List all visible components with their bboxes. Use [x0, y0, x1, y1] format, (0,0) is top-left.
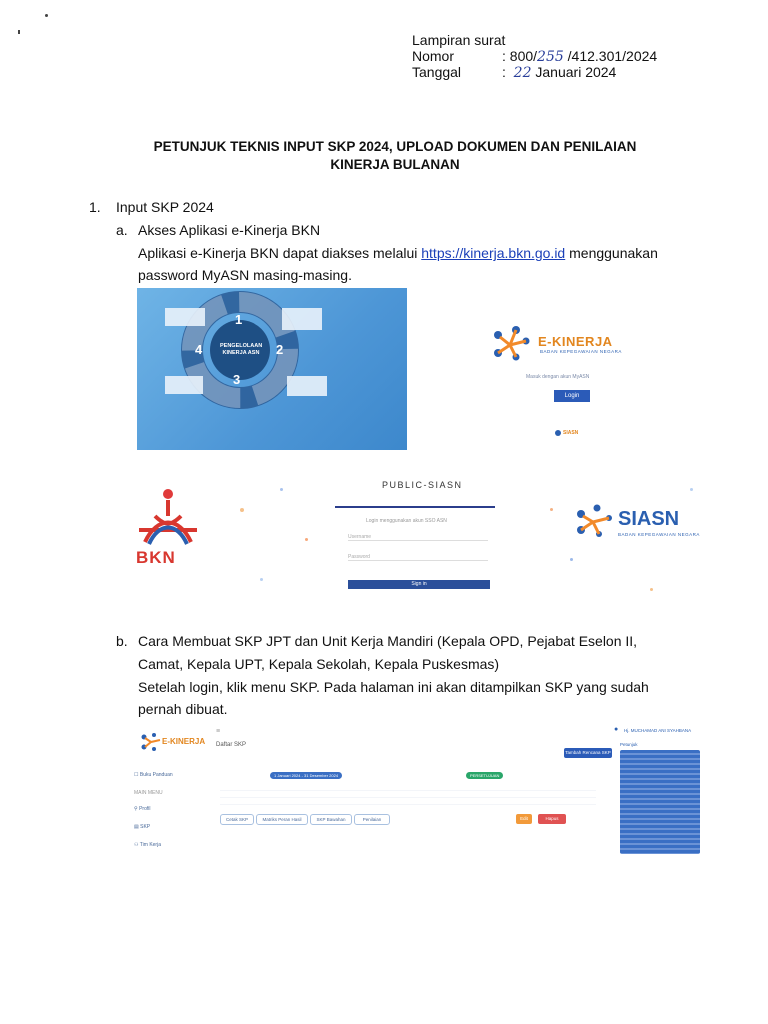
user-icon: ● — [614, 726, 619, 733]
cycle-center-2: KINERJA ASN — [222, 350, 260, 356]
sidebar-label: Tim Kerja — [139, 842, 161, 848]
penilaian-button[interactable]: Penilaian — [354, 814, 390, 825]
bkn-logo-icon — [135, 486, 201, 550]
sidebar-section-main: MAIN MENU — [134, 790, 163, 796]
item-a-text — [138, 244, 658, 262]
hapus-button[interactable]: Hapus — [538, 814, 566, 824]
cycle-step-4: 4 — [195, 342, 203, 357]
siasn-login-image — [130, 468, 710, 608]
matriks-button[interactable]: Matriks Peran Hasil — [256, 814, 308, 825]
tanggal-handwritten: 22 — [513, 65, 532, 81]
siasn-divider — [335, 506, 495, 508]
siasn-signin-button[interactable]: Sign in — [348, 580, 490, 589]
item-a-heading: Akses Aplikasi e-Kinerja BKN — [138, 222, 321, 238]
item-a-text-1: Aplikasi e-Kinerja BKN dapat diakses melalui — [138, 245, 422, 261]
skp-bawahan-button[interactable]: SKP Bawahan — [310, 814, 352, 825]
nomor-row — [412, 48, 657, 65]
siasn-title: PUBLIC-SIASN — [382, 480, 463, 490]
daftar-skp-image — [128, 722, 704, 862]
siasn-brand: SIASN — [618, 508, 680, 530]
ekinerja-sub: BADAN KEPEGAWAIAN NEGARA — [540, 349, 622, 354]
ekinerja-brand: E-KINERJA — [538, 334, 613, 349]
tanggal-colon: : — [502, 64, 506, 80]
siasn-small-logo-icon — [555, 430, 561, 436]
cycle-step-1: 1 — [235, 312, 243, 327]
cycle-step-2: 2 — [276, 342, 284, 357]
skp-info-rows-right — [416, 784, 596, 810]
cycle-center-1: PENGELOLAAN — [220, 343, 263, 349]
section-heading: Input SKP 2024 — [116, 199, 214, 215]
title-line-1: PETUNJUK TEKNIS INPUT SKP 2024, UPLOAD DOKUMEN DAN PENILAIAN — [153, 139, 637, 154]
scan-mark — [45, 14, 48, 17]
sidebar-label: Profil — [139, 806, 151, 812]
item-b-line-1: Cara Membuat SKP JPT dan Unit Kerja Mandiri (Kepala OPD, Pejabat Eselon II, — [138, 633, 638, 649]
sidebar-label: SKP — [140, 824, 151, 830]
document-title — [100, 138, 690, 174]
ekinerja-hint: Masuk dengan akun MyASN — [526, 374, 590, 380]
skp-info-rows — [220, 784, 420, 810]
siasn-username-input[interactable]: Username — [348, 534, 488, 541]
add-skp-button[interactable]: Tambah Rencana SKP — [564, 748, 612, 758]
item-b-line-4: pernah dibuat. — [138, 701, 228, 717]
tanggal-row — [412, 64, 616, 81]
item-a-label: a. — [116, 222, 128, 238]
periode-badge: 1 Januari 2024 - 31 Desember 2024 — [270, 772, 342, 779]
menu-icon[interactable]: ≡ — [216, 728, 221, 735]
ekinerja-login-button[interactable]: Login — [554, 390, 590, 402]
nomor-handwritten: 255 — [537, 49, 564, 65]
bkn-text: BKN — [136, 548, 176, 567]
sidebar-item-skp[interactable]: ▤ SKP — [134, 824, 151, 830]
skp-note-panel — [620, 750, 700, 854]
ekinerja-login-image — [470, 300, 670, 460]
ekinerja-logo-icon — [490, 325, 534, 363]
kinerja-cycle-image — [137, 288, 407, 450]
sidebar-item-panduan[interactable]: ☐ Buku Panduan — [134, 772, 173, 778]
skp-brand: E-KINERJA — [162, 737, 206, 746]
skp-logo-icon — [140, 732, 164, 752]
scan-mark — [18, 30, 20, 34]
tanggal-label: Tanggal — [412, 64, 462, 80]
cycle-step-3: 3 — [233, 372, 241, 387]
kinerja-link[interactable]: https://kinerja.bkn.go.id — [421, 245, 566, 261]
nomor-label: Nomor — [412, 48, 455, 64]
sidebar-item-profil[interactable]: ⚲ Profil — [134, 806, 151, 812]
title-line-2: KINERJA BULANAN — [330, 157, 460, 172]
item-b-label: b. — [116, 633, 128, 649]
lampiran-label: Lampiran surat — [412, 32, 506, 48]
item-a-text-3: password MyASN masing-masing. — [138, 267, 352, 283]
tanggal-value: Januari 2024 — [531, 64, 617, 80]
item-a-text-2: menggunakan — [565, 245, 658, 261]
edit-button[interactable]: Edit — [516, 814, 532, 824]
item-b-line-2: Camat, Kepala UPT, Kepala Sekolah, Kepala Puskesmas) — [138, 656, 500, 672]
siasn-sub: BADAN KEPEGAWAIAN NEGARA — [618, 532, 700, 537]
skp-page-title: Daftar SKP — [216, 742, 247, 748]
section-number: 1. — [89, 199, 101, 215]
skp-user-name[interactable]: Hj. MUCHAMAD ANI SYAHBANA — [624, 728, 692, 733]
status-badge: PERSETUJUAN — [466, 772, 503, 779]
nomor-value-a: : 800/ — [502, 48, 538, 64]
cycle-center — [220, 343, 262, 357]
siasn-logo-icon — [575, 504, 615, 540]
sidebar-item-tim-kerja[interactable]: ⚇ Tim Kerja — [134, 842, 161, 848]
siasn-password-input[interactable]: Password — [348, 554, 488, 561]
ekinerja-small-brand: SIASN — [563, 430, 579, 436]
cetak-skp-button[interactable]: Cetak SKP — [220, 814, 254, 825]
cycle-diagram-svg — [137, 288, 407, 450]
siasn-hint: Login menggunakan akun SSO ASN — [366, 518, 447, 524]
note-title: Petunjuk — [620, 742, 638, 747]
item-b-line-3: Setelah login, klik menu SKP. Pada halaman ini akan ditampilkan SKP yang sudah — [138, 679, 649, 695]
nomor-value-b: /412.301/2024 — [563, 48, 658, 64]
sidebar-label: Buku Panduan — [139, 772, 173, 778]
